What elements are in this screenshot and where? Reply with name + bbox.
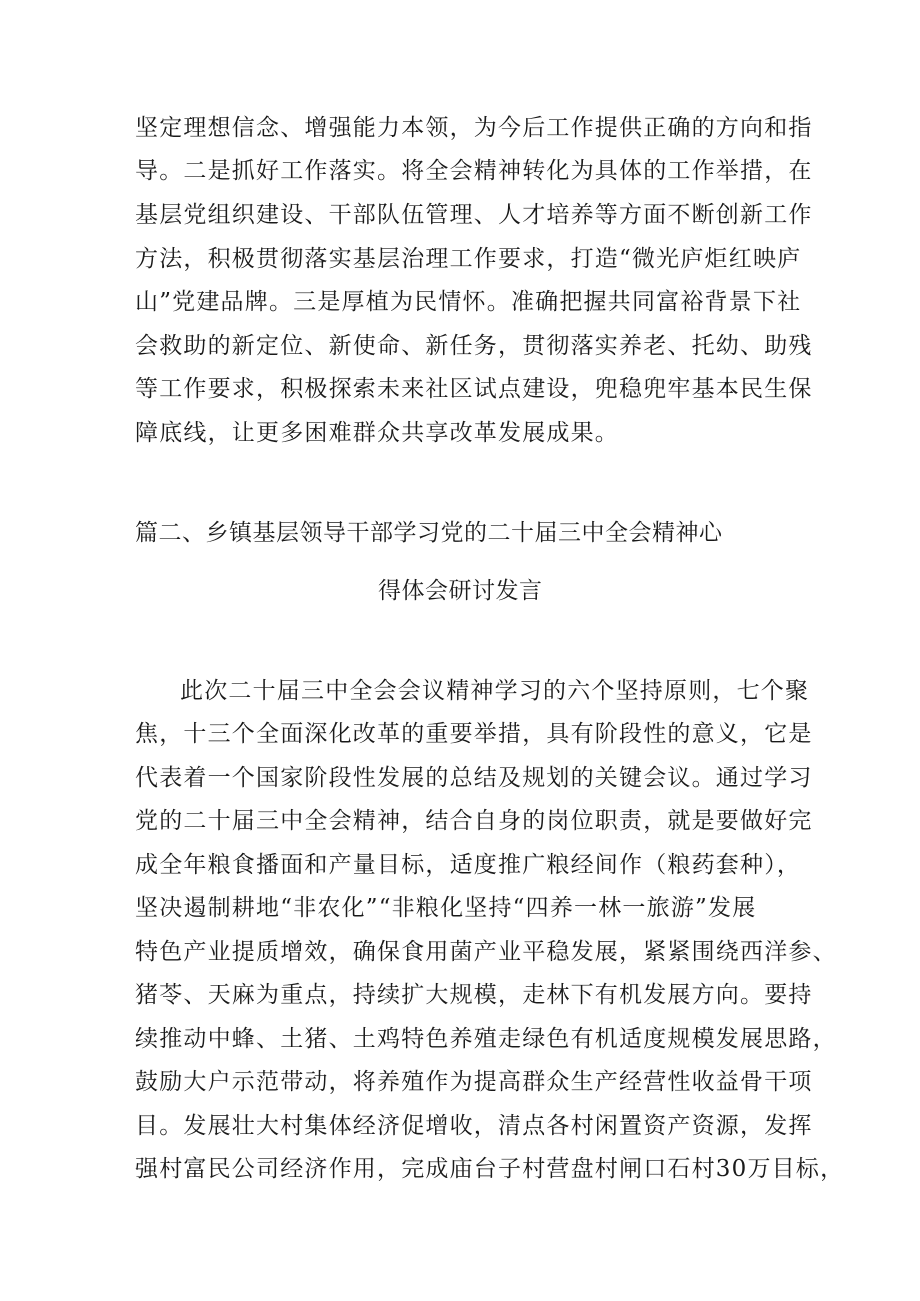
text-line: 党的二十届三中全会精神，结合自身的岗位职责，就是要做好完 [135, 808, 813, 834]
text-line: 焦，十三个全面深化改革的重要举措，具有阶段性的意义，它是 [135, 721, 813, 747]
text-line: 目。发展壮大村集体经济促增收，清点各村闲置资产资源，发挥 [135, 1113, 813, 1139]
text-line: 导。二是抓好工作落实。将全会精神转化为具体的工作举措，在 [135, 158, 813, 184]
text-line: 山”党建品牌。三是厚植为民情怀。准确把握共同富裕背景下社 [135, 289, 802, 315]
text-line: 方法，积极贯彻落实基层治理工作要求，打造“微光庐炬红映庐 [135, 246, 802, 272]
heading-line: 得体会研讨发言 [378, 578, 543, 604]
text-line: 成全年粮食播面和产量目标，适度推广粮经间作（粮药套种）， [135, 852, 802, 878]
text-line: 特色产业提质增效，确保食用菌产业平稳发展，紧紧围绕西洋参、 [135, 939, 837, 965]
text-line: 鼓励大户示范带动，将养殖作为提高群众生产经营性收益骨干项 [135, 1069, 813, 1095]
text-line: 代表着一个国家阶段性发展的总结及规划的关键会议。通过学习 [135, 765, 813, 791]
text-line: 续推动中蜂、土猪、土鸡特色养殖走绿色有机适度规模发展思路， [135, 1026, 837, 1052]
text-line: 坚决遏制耕地“非农化”“非粮化坚持“四养一林一旅游”发展 [135, 895, 757, 921]
text-line: 等工作要求，积极探索未来社区试点建设，兜稳兜牢基本民生保 [135, 376, 813, 402]
text-line: 障底线，让更多困难群众共享改革发展成果。 [135, 420, 619, 446]
text-line: 坚定理想信念、增强能力本领，为今后工作提供正确的方向和指 [135, 115, 813, 141]
text-line: 此次二十届三中全会会议精神学习的六个坚持原则，七个聚 [180, 678, 810, 704]
text-line: 会救助的新定位、新使命、新任务，贯彻落实养老、托幼、助残 [135, 333, 813, 359]
text-line: 猪苓、天麻为重点，持续扩大规模，走林下有机发展方向。要持 [135, 982, 813, 1008]
text-line: 强村富民公司经济作用，完成庙台子村营盘村闸口石村30万目标， [135, 1156, 845, 1182]
heading-line: 篇二、乡镇基层领导干部学习党的二十届三中全会精神心 [135, 520, 723, 546]
text-line: 基层党组织建设、干部队伍管理、人才培养等方面不断创新工作 [135, 202, 813, 228]
